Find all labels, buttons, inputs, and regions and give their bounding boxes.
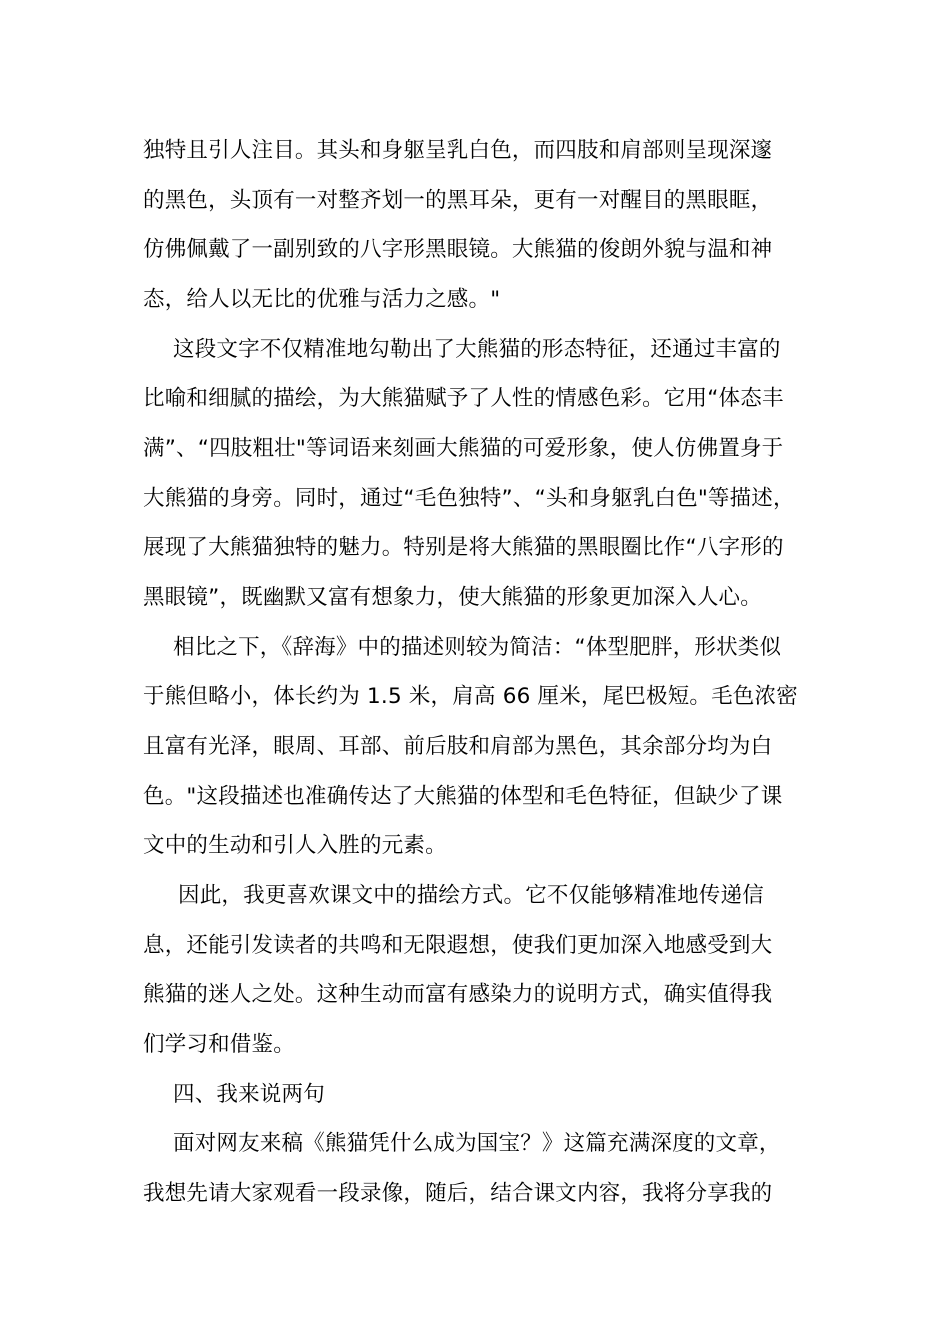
text-line: 大熊猫的身旁。同时，通过“毛色独特”、“头和身躯乳白色"等描述，: [143, 486, 795, 511]
text-line: 我想先请大家观看一段录像，随后，结合课文内容，我将分享我的: [143, 1181, 773, 1206]
text-line: 比喻和细腻的描绘，为大熊猫赋予了人性的情感色彩。它用“体态丰: [143, 386, 784, 411]
text-line: 们学习和借鉴。: [143, 1032, 295, 1057]
text-line: 态，给人以无比的优雅与活力之感。": [143, 287, 501, 312]
paragraph-start-line: 这段文字不仅精准地勾勒出了大熊猫的形态特征，还通过丰富的: [173, 337, 781, 362]
text-line: 于熊但略小，体长约为 1.5 米，肩高 66 厘米，尾巴极短。毛色浓密: [143, 684, 798, 709]
text-line: 文中的生动和引人入胜的元素。: [143, 833, 447, 858]
text-line: 且富有光泽，眼周、耳部、前后肢和肩部为黑色，其余部分均为白: [143, 734, 773, 759]
paragraph-start-line: 面对网友来稿《熊猫凭什么成为国宝？》这篇充满深度的文章，: [173, 1131, 781, 1156]
text-line: 黑眼镜”，既幽默又富有想象力，使大熊猫的形象更加深入人心。: [143, 585, 762, 610]
text-line: 仿佛佩戴了一副别致的八字形黑眼镜。大熊猫的俊朗外貌与温和神: [143, 237, 773, 262]
text-line: 的黑色，头顶有一对整齐划一的黑耳朵，更有一对醒目的黑眼眶，: [143, 188, 773, 213]
section-heading: 四、我来说两句: [173, 1082, 325, 1107]
text-line: 熊猫的迷人之处。这种生动而富有感染力的说明方式，确实值得我: [143, 982, 773, 1007]
paragraph-start-line: 相比之下，《辞海》中的描述则较为简洁：“体型肥胖，形状类似: [173, 635, 782, 660]
text-line: 息，还能引发读者的共鸣和无限遐想，使我们更加深入地感受到大: [143, 933, 773, 958]
text-line: 展现了大熊猫独特的魅力。特别是将大熊猫的黑眼圈比作“八字形的: [143, 535, 784, 560]
text-line: 色。"这段描述也准确传达了大熊猫的体型和毛色特征，但缺少了课: [143, 784, 783, 809]
paragraph-start-line: 因此，我更喜欢课文中的描绘方式。它不仅能够精准地传递信: [178, 883, 764, 908]
text-line: 独特且引人注目。其头和身躯呈乳白色，而四肢和肩部则呈现深邃: [143, 138, 773, 163]
text-line: 满”、“四肢粗壮"等词语来刻画大熊猫的可爱形象，使人仿佛置身于: [143, 436, 784, 461]
